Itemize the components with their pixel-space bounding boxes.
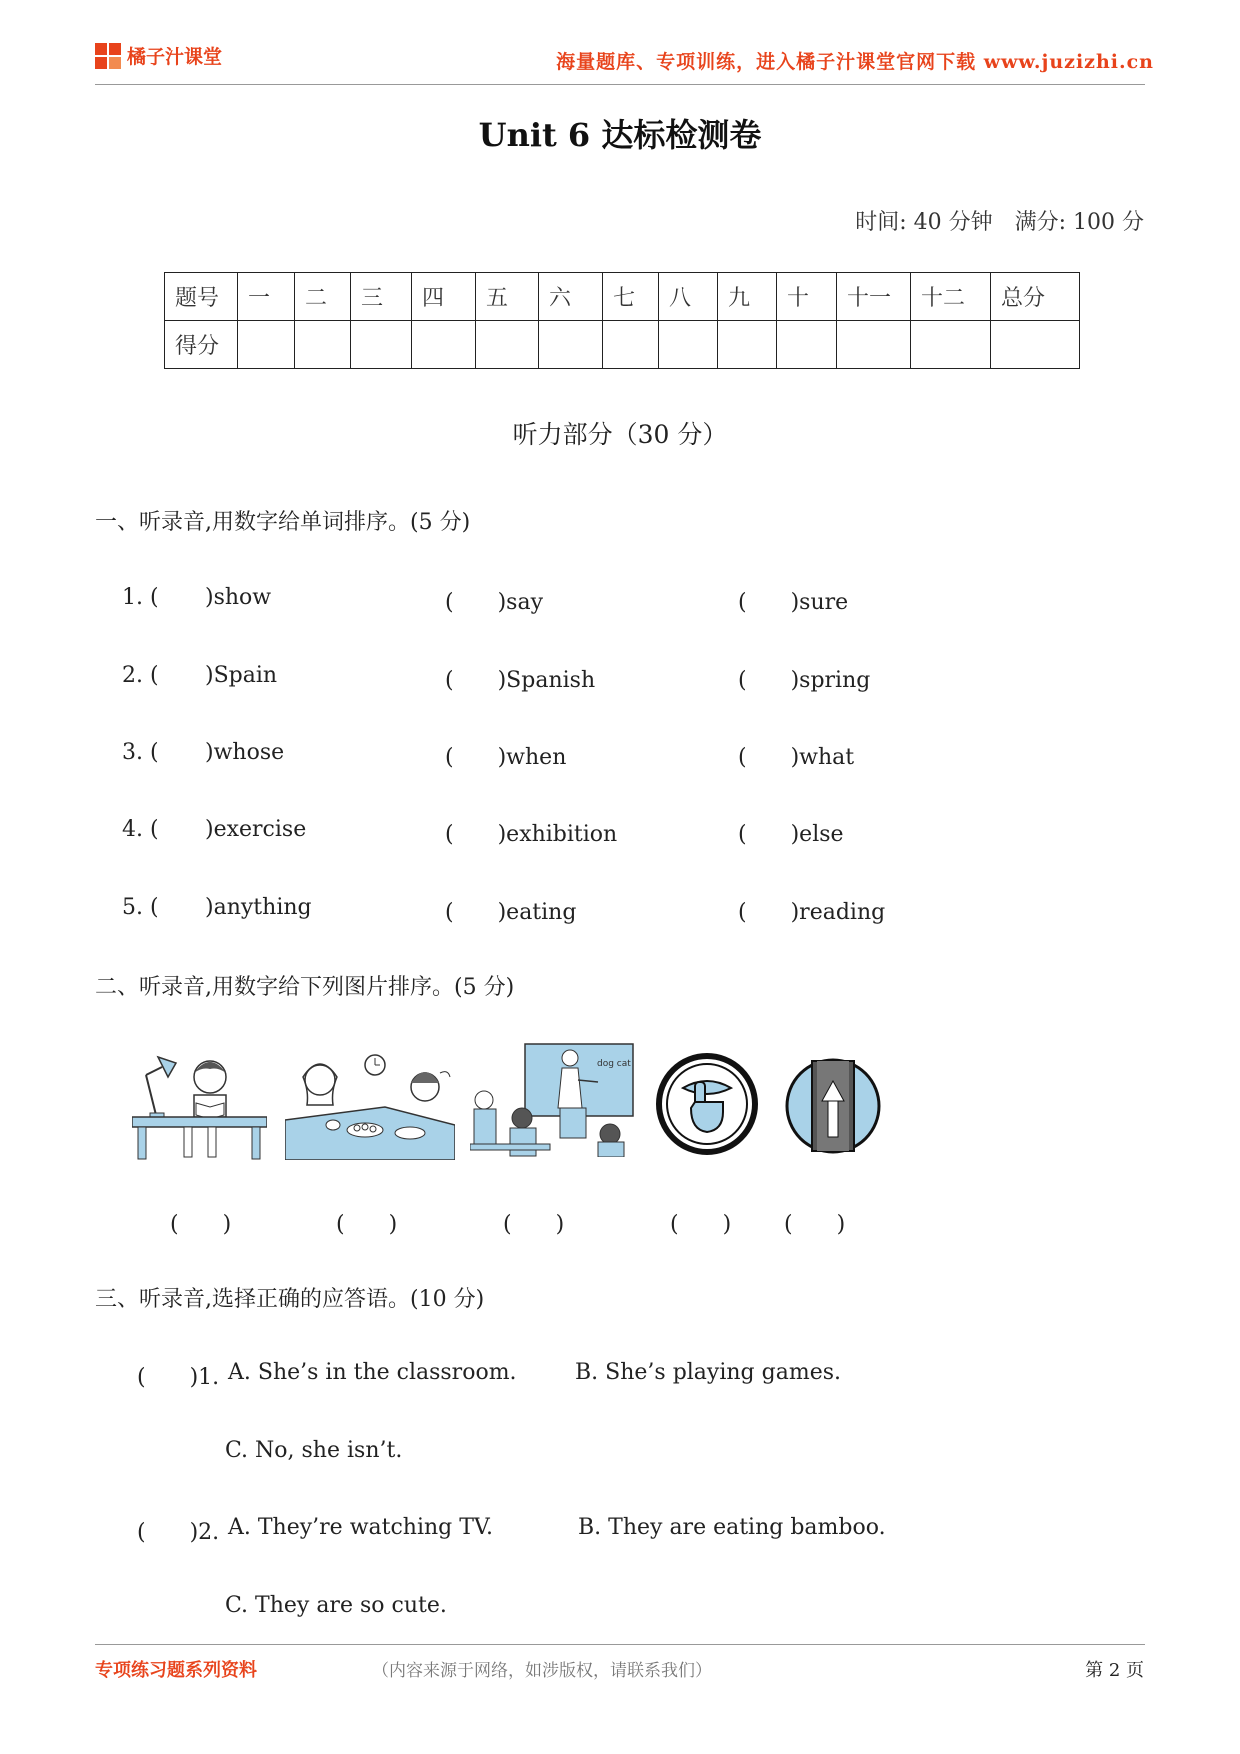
table-cell: 七 (603, 273, 659, 321)
score-input-cell[interactable] (539, 321, 603, 369)
brand-name: 橘子汁课堂 (127, 46, 223, 68)
answer-bracket[interactable]: ( ) (336, 1212, 398, 1237)
footer-series: 专项练习题系列资料 (95, 1660, 257, 1681)
answer-bracket[interactable]: ( ) (784, 1212, 846, 1237)
score-table (164, 272, 1080, 369)
table-cell: 三 (351, 273, 412, 321)
score-input-cell[interactable] (837, 321, 911, 369)
score-input-cell[interactable] (777, 321, 837, 369)
table-cell: 十一 (837, 273, 911, 321)
row-number: 4. ( (122, 817, 159, 842)
reading-at-desk-picture (132, 1045, 267, 1160)
score-input-cell[interactable] (603, 321, 659, 369)
score-input-cell[interactable] (476, 321, 539, 369)
classroom-picture (470, 1042, 635, 1157)
header-divider (95, 84, 1145, 85)
answer-bracket[interactable]: ( ) (670, 1212, 732, 1237)
table-cell: 四 (412, 273, 476, 321)
table-cell: 十 (777, 273, 837, 321)
word-option[interactable]: ( )sure (738, 590, 849, 615)
word-option[interactable]: ( )exhibition (445, 822, 618, 847)
row-number: 2. ( (122, 663, 159, 688)
table-cell: 得分 (165, 321, 238, 369)
row-number: 5. ( (122, 895, 159, 920)
word-option[interactable]: ( )what (738, 745, 855, 770)
exam-meta: 时间: 40 分钟 满分: 100 分 (855, 210, 1144, 235)
header-tagline: 海量题库、专项训练，进入橘子汁课堂官网下载 www.juzizhi.cn (556, 51, 1154, 73)
word-option[interactable]: )whose (205, 740, 285, 765)
row-number: 3. ( (122, 740, 159, 765)
part3-title: 三、听录音,选择正确的应答语。(10 分) (95, 1287, 485, 1312)
table-cell: 八 (659, 273, 718, 321)
table-cell: 九 (718, 273, 777, 321)
quiet-sign-icon (655, 1052, 760, 1157)
table-cell: 题号 (165, 273, 238, 321)
word-option[interactable]: )exercise (205, 817, 307, 842)
up-arrow-sign-icon (784, 1057, 882, 1155)
footer-disclaimer: （内容来源于网络，如涉版权，请联系我们） (372, 1661, 712, 1681)
table-cell: 一 (238, 273, 295, 321)
answer-bracket[interactable]: ( ) (503, 1212, 565, 1237)
listening-section-title: 听力部分（30 分） (512, 420, 728, 449)
score-input-cell[interactable] (659, 321, 718, 369)
eating-together-picture (285, 1045, 455, 1160)
word-option[interactable]: ( )say (445, 590, 544, 615)
word-option[interactable]: )anything (205, 895, 312, 920)
score-input-cell[interactable] (718, 321, 777, 369)
answer-option-a[interactable]: A. She’s in the classroom. (228, 1360, 517, 1385)
logo-icon (95, 43, 121, 69)
answer-option-c[interactable]: C. No, she isn’t. (225, 1438, 403, 1463)
answer-option-b[interactable]: B. They are eating bamboo. (578, 1515, 886, 1540)
word-option[interactable]: ( )Spanish (445, 668, 596, 693)
answer-option-c[interactable]: C. They are so cute. (225, 1593, 447, 1618)
table-cell: 总分 (991, 273, 1080, 321)
board-text: dog cat (597, 1059, 631, 1069)
score-table-header-row (165, 273, 1080, 321)
table-cell: 五 (476, 273, 539, 321)
word-option[interactable]: ( )when (445, 745, 567, 770)
score-input-cell[interactable] (991, 321, 1080, 369)
score-input-cell[interactable] (238, 321, 295, 369)
row-number: 1. ( (122, 585, 159, 610)
word-option[interactable]: ( )reading (738, 900, 886, 925)
page-title: Unit 6 达标检测卷 (478, 116, 762, 154)
brand-logo (95, 42, 222, 69)
word-option[interactable]: )Spain (205, 663, 278, 688)
score-input-cell[interactable] (911, 321, 991, 369)
table-cell: 十二 (911, 273, 991, 321)
part2-title: 二、听录音,用数字给下列图片排序。(5 分) (95, 975, 515, 1000)
word-option[interactable]: ( )eating (445, 900, 577, 925)
footer-divider (95, 1644, 1145, 1645)
word-option[interactable]: ( )else (738, 822, 844, 847)
answer-bracket[interactable]: ( ) (170, 1212, 232, 1237)
table-cell: 六 (539, 273, 603, 321)
question-prefix[interactable]: ( )1. (137, 1365, 220, 1390)
answer-option-a[interactable]: A. They’re watching TV. (228, 1515, 493, 1540)
page-number: 第 2 页 (1085, 1660, 1144, 1681)
score-input-cell[interactable] (412, 321, 476, 369)
word-option[interactable]: )show (205, 585, 272, 610)
part1-title: 一、听录音,用数字给单词排序。(5 分) (95, 510, 471, 535)
table-cell: 二 (295, 273, 351, 321)
question-prefix[interactable]: ( )2. (137, 1520, 220, 1545)
word-option[interactable]: ( )spring (738, 668, 871, 693)
score-input-cell[interactable] (351, 321, 412, 369)
answer-option-b[interactable]: B. She’s playing games. (575, 1360, 841, 1385)
score-input-cell[interactable] (295, 321, 351, 369)
score-table-score-row (165, 321, 1080, 369)
